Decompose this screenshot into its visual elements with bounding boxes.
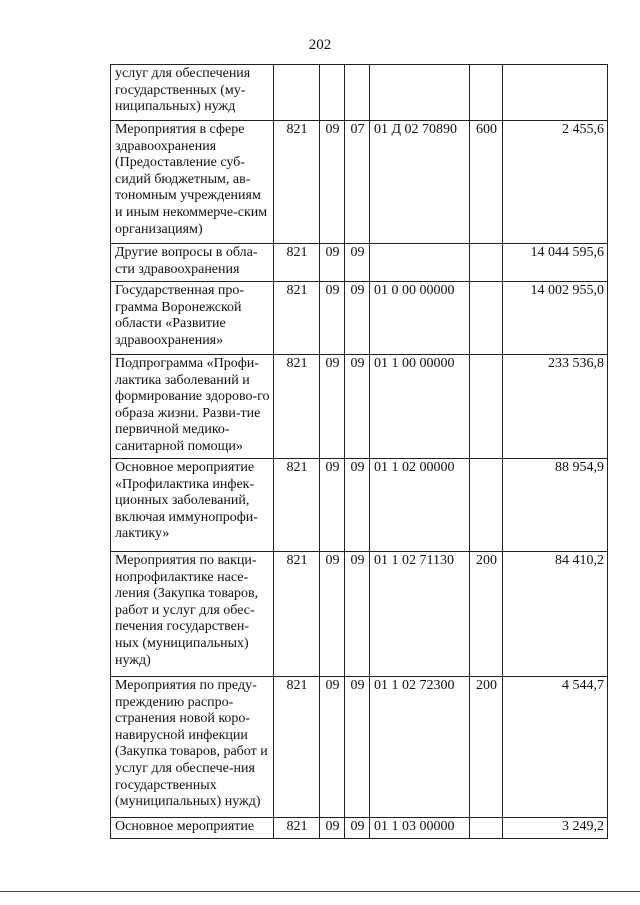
table-row xyxy=(111,65,608,121)
target-article-cell: 01 1 02 00000 xyxy=(370,459,470,552)
grbs-cell: 821 xyxy=(274,121,320,244)
target-article-cell: 01 0 00 00000 xyxy=(370,282,470,355)
subsection-cell: 09 xyxy=(345,677,370,818)
grbs-cell: 821 xyxy=(274,677,320,818)
row-name-cell: Другие вопросы в обла-сти здравоохранения xyxy=(111,244,274,282)
table-row xyxy=(111,282,608,355)
row-name-cell: Мероприятия по вакци-нопрофилактике насе-ления (Закупка товаров, работ и услуг для обес-печения государствен-ных (муниципальных) нужд) xyxy=(111,552,274,677)
expense-type-cell xyxy=(470,282,503,355)
section-cell: 09 xyxy=(320,818,345,839)
expense-type-cell xyxy=(470,244,503,282)
row-name-cell: Мероприятия в сфере здравоохранения (Предоставление суб-сидий бюджетным, ав-тономным учреждениям и иным некоммерче-ским организациям) xyxy=(111,121,274,244)
expense-type-cell xyxy=(470,355,503,459)
table-row xyxy=(111,459,608,552)
subsection-cell xyxy=(345,65,370,121)
row-name-cell: Основное мероприятие «Профилактика инфек-ционных заболеваний, включая иммунопрофи-лактику» xyxy=(111,459,274,552)
expense-type-cell: 600 xyxy=(470,121,503,244)
target-article-cell: 01 Д 02 70890 xyxy=(370,121,470,244)
table-row xyxy=(111,244,608,282)
section-cell: 09 xyxy=(320,459,345,552)
sum-cell: 14 044 595,6 xyxy=(503,244,608,282)
page-footer-rule xyxy=(0,891,640,892)
target-article-cell xyxy=(370,244,470,282)
section-cell: 09 xyxy=(320,121,345,244)
grbs-cell: 821 xyxy=(274,282,320,355)
grbs-cell: 821 xyxy=(274,818,320,839)
sum-cell: 3 249,2 xyxy=(503,818,608,839)
sum-cell: 84 410,2 xyxy=(503,552,608,677)
sum-cell: 14 002 955,0 xyxy=(503,282,608,355)
table-row xyxy=(111,677,608,818)
expense-type-cell xyxy=(470,459,503,552)
budget-table xyxy=(110,64,608,839)
grbs-cell: 821 xyxy=(274,355,320,459)
target-article-cell: 01 1 02 71130 xyxy=(370,552,470,677)
expense-type-cell: 200 xyxy=(470,552,503,677)
subsection-cell: 09 xyxy=(345,459,370,552)
section-cell: 09 xyxy=(320,677,345,818)
sum-cell: 88 954,9 xyxy=(503,459,608,552)
section-cell: 09 xyxy=(320,244,345,282)
grbs-cell: 821 xyxy=(274,244,320,282)
expense-type-cell xyxy=(470,818,503,839)
target-article-cell xyxy=(370,65,470,121)
row-name-cell: Основное мероприятие xyxy=(111,818,274,839)
sum-cell xyxy=(503,65,608,121)
section-cell xyxy=(320,65,345,121)
expense-type-cell xyxy=(470,65,503,121)
row-name-cell: Государственная про-грамма Воронежской области «Развитие здравоохранения» xyxy=(111,282,274,355)
section-cell: 09 xyxy=(320,552,345,677)
table-row xyxy=(111,121,608,244)
subsection-cell: 07 xyxy=(345,121,370,244)
table-row xyxy=(111,818,608,839)
target-article-cell: 01 1 00 00000 xyxy=(370,355,470,459)
target-article-cell: 01 1 03 00000 xyxy=(370,818,470,839)
sum-cell: 2 455,6 xyxy=(503,121,608,244)
target-article-cell: 01 1 02 72300 xyxy=(370,677,470,818)
expense-type-cell: 200 xyxy=(470,677,503,818)
section-cell: 09 xyxy=(320,355,345,459)
section-cell: 09 xyxy=(320,282,345,355)
page-number: 202 xyxy=(308,37,332,53)
subsection-cell: 09 xyxy=(345,552,370,677)
subsection-cell: 09 xyxy=(345,282,370,355)
table-row xyxy=(111,552,608,677)
grbs-cell xyxy=(274,65,320,121)
sum-cell: 4 544,7 xyxy=(503,677,608,818)
subsection-cell: 09 xyxy=(345,355,370,459)
table-row xyxy=(111,355,608,459)
subsection-cell: 09 xyxy=(345,244,370,282)
row-name-cell: Подпрограмма «Профи-лактика заболеваний и формирование здорово-го образа жизни. Разви-тие первичной медико-санитарной помощи» xyxy=(111,355,274,459)
row-name-cell: услуг для обеспечения государственных (му-ниципальных) нужд xyxy=(111,65,274,121)
sum-cell: 233 536,8 xyxy=(503,355,608,459)
subsection-cell: 09 xyxy=(345,818,370,839)
row-name-cell: Мероприятия по преду-преждению распро-странения новой коро-навирусной инфекции (Закупка товаров, работ и услуг для обеспече-ния государственных (муниципальных) нужд) xyxy=(111,677,274,818)
grbs-cell: 821 xyxy=(274,552,320,677)
grbs-cell: 821 xyxy=(274,459,320,552)
